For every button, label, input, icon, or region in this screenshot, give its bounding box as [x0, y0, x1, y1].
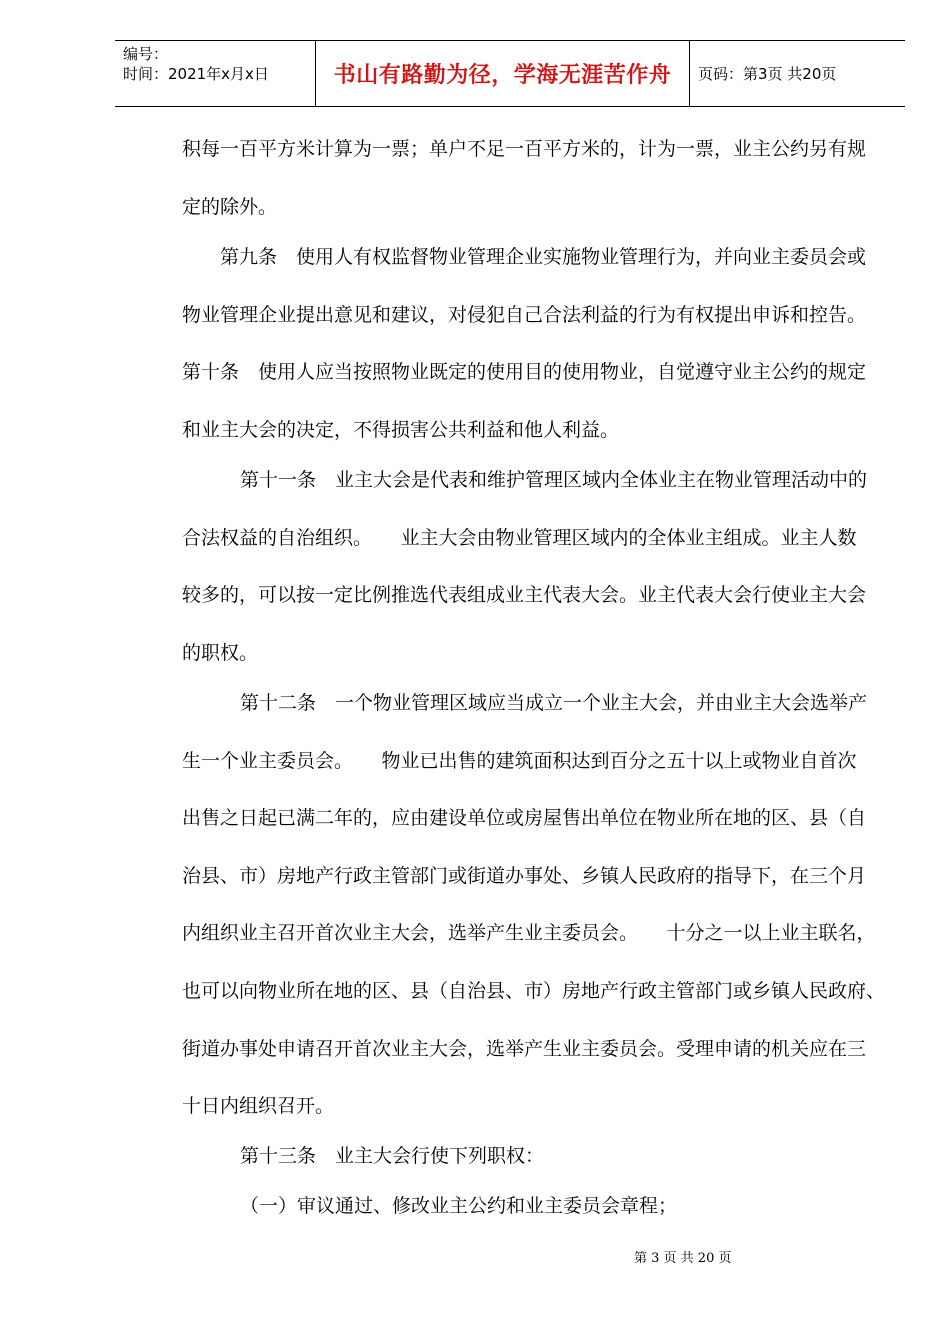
document-number-label: 编号：: [123, 45, 169, 63]
page-footer: 第 3 页 共 20 页: [634, 1251, 732, 1266]
body-line: 积每一百平方米计算为一票；单户不足一百平方米的，计为一票，业主公约另有规: [182, 138, 867, 160]
body-line: 出售之日起已满二年的，应由建设单位或房屋售出单位在物业所在地的区、县（自: [182, 807, 867, 829]
header-page-cell: [690, 41, 905, 106]
body-line: 内组织业主召开首次业主大会，选举产生业主委员会。 十分之一以上业主联名，: [182, 922, 876, 944]
article-10-heading-line: 第十条 使用人应当按照物业既定的使用目的使用物业，自觉遵守业主公约的规定: [182, 361, 867, 383]
body-line: 街道办事处申请召开首次业主大会，选举产生业主委员会。受理申请的机关应在三: [182, 1038, 867, 1060]
list-item-line: （一）审议通过、修改业主公约和业主委员会章程；: [240, 1195, 678, 1217]
body-line: 较多的，可以按一定比例推选代表组成业主代表大会。业主代表大会行使业主大会: [182, 584, 867, 606]
article-9-heading-line: 第九条 使用人有权监督物业管理企业实施物业管理行为，并向业主委员会或: [220, 246, 867, 268]
header-page-info: 页码：第3页 共20页: [698, 65, 837, 83]
body-line: 也可以向物业所在地的区、县（自治县、市）房地产行政主管部门或乡镇人民政府、: [182, 980, 886, 1002]
body-line: 物业管理企业提出意见和建议，对侵犯自己合法利益的行为有权提出申诉和控告。: [182, 304, 867, 326]
header-motto: 书山有路勤为径，学海无涯苦作舟: [333, 63, 672, 88]
article-13-heading-line: 第十三条 业主大会行使下列职权：: [240, 1145, 545, 1167]
body-line: 的职权。: [182, 642, 259, 664]
body-line: 和业主大会的决定，不得损害公共利益和他人利益。: [182, 419, 620, 441]
body-line: 治县、市）房地产行政主管部门或街道办事处、乡镇人民政府的指导下，在三个月: [182, 865, 867, 887]
article-12-heading-line: 第十二条 一个物业管理区域应当成立一个业主大会，并由业主大会选举产: [240, 692, 868, 714]
body-line: 生一个业主委员会。 物业已出售的建筑面积达到百分之五十以上或物业自首次: [182, 750, 857, 772]
header-meta-cell: [115, 41, 316, 106]
body-line: 合法权益的自治组织。 业主大会由物业管理区域内的全体业主组成。业主人数: [182, 527, 857, 549]
body-line: 十日内组织召开。: [182, 1095, 335, 1117]
page-header: [115, 40, 905, 107]
article-11-heading-line: 第十一条 业主大会是代表和维护管理区域内全体业主在物业管理活动中的: [240, 469, 868, 491]
document-time-label: 时间：2021年x月x日: [123, 65, 269, 83]
header-motto-cell: [316, 41, 690, 106]
body-line: 定的除外。: [182, 196, 278, 218]
